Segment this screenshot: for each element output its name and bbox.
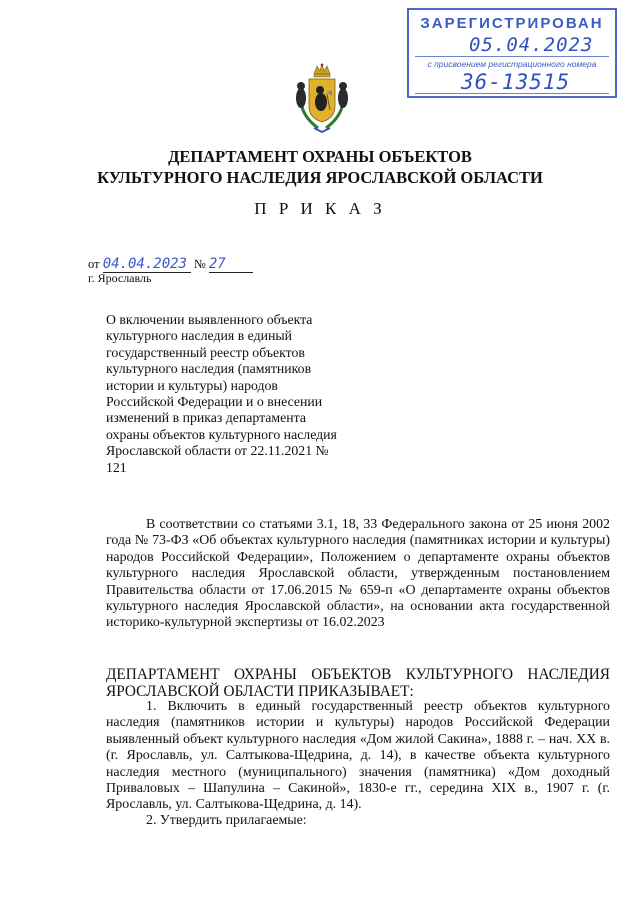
order-item-2: 2. Утвердить прилагаемые: bbox=[146, 813, 307, 828]
order-date-handwritten: 04.04.2023 bbox=[102, 256, 187, 272]
stamp-registration-number: 36-13515 bbox=[461, 70, 571, 94]
coat-of-arms-emblem bbox=[292, 62, 352, 134]
preamble-paragraph: В соответствии со статьями 3.1, 18, 33 Федерального закона от 25 июня 2002 года № 73-ФЗ «Об объектах культурного наследия (памятниках истории и культуры) народов Российской Федерации», Положением о департаменте охраны объектов культурного наследия Ярославской области, утвержденным постановлением Правительства области от 17.06.2015 № 659-п «О департаменте охраны объектов культурного наследия Ярославской области», на основании акта государственной историко-культурной экспертизы от 16.02.2023 bbox=[106, 517, 610, 631]
stamp-date: 05.04.2023 bbox=[469, 34, 594, 56]
order-number-field bbox=[209, 256, 253, 273]
registration-stamp bbox=[407, 8, 617, 98]
orders-heading: ДЕПАРТАМЕНТ ОХРАНЫ ОБЪЕКТОВ КУЛЬТУРНОГО НАСЛЕДИЯ ЯРОСЛАВСКОЙ ОБЛАСТИ ПРИКАЗЫВАЕТ: bbox=[106, 666, 610, 700]
department-header bbox=[0, 146, 640, 188]
department-name-line-2: КУЛЬТУРНОГО НАСЛЕДИЯ ЯРОСЛАВСКОЙ ОБЛАСТИ bbox=[97, 168, 543, 187]
city-label: г. Ярославль bbox=[88, 271, 152, 285]
stamp-title: ЗАРЕГИСТРИРОВАН bbox=[420, 15, 604, 32]
document-type-title: П Р И К А З bbox=[254, 199, 386, 218]
stamp-divider bbox=[415, 56, 609, 57]
from-prefix: от bbox=[88, 257, 100, 271]
stamp-divider bbox=[415, 93, 609, 94]
stamp-note: с присвоением регистрационного номера bbox=[427, 59, 597, 69]
number-sign: № bbox=[193, 257, 206, 271]
order-item-1: 1. Включить в единый государственный реестр объектов культурного наследия (памятников истории и культуры) народов Российской Федерации выявленный объект культурного наследия «Дом жилой Сакина», 1888 г. – нач. XX в. (г. Ярославль, ул. Салтыкова-Щедрина, д. 14), в качестве объекта культурного наследия местного (муниципального) значения (памятника) «Дом доходный Приваловых – Шапулина – Сакиной», 1830-е гг., середина XIX в., 1907 г. (г. Ярославль, ул. Салтыкова-Щедрина, д. 14). bbox=[106, 699, 610, 813]
order-number-handwritten: 27 bbox=[208, 256, 226, 272]
order-subject: О включении выявленного объекта культурного наследия в единый государственный реестр объектов культурного наследия (памятников истории и культуры) народов Российской Федерации и о внесении изменений в приказ департамента охраны объектов культурного наследия Ярославской области от 22.11.2021 № 121 bbox=[106, 312, 337, 475]
department-name-line-1: ДЕПАРТАМЕНТ ОХРАНЫ ОБЪЕКТОВ bbox=[168, 147, 472, 166]
